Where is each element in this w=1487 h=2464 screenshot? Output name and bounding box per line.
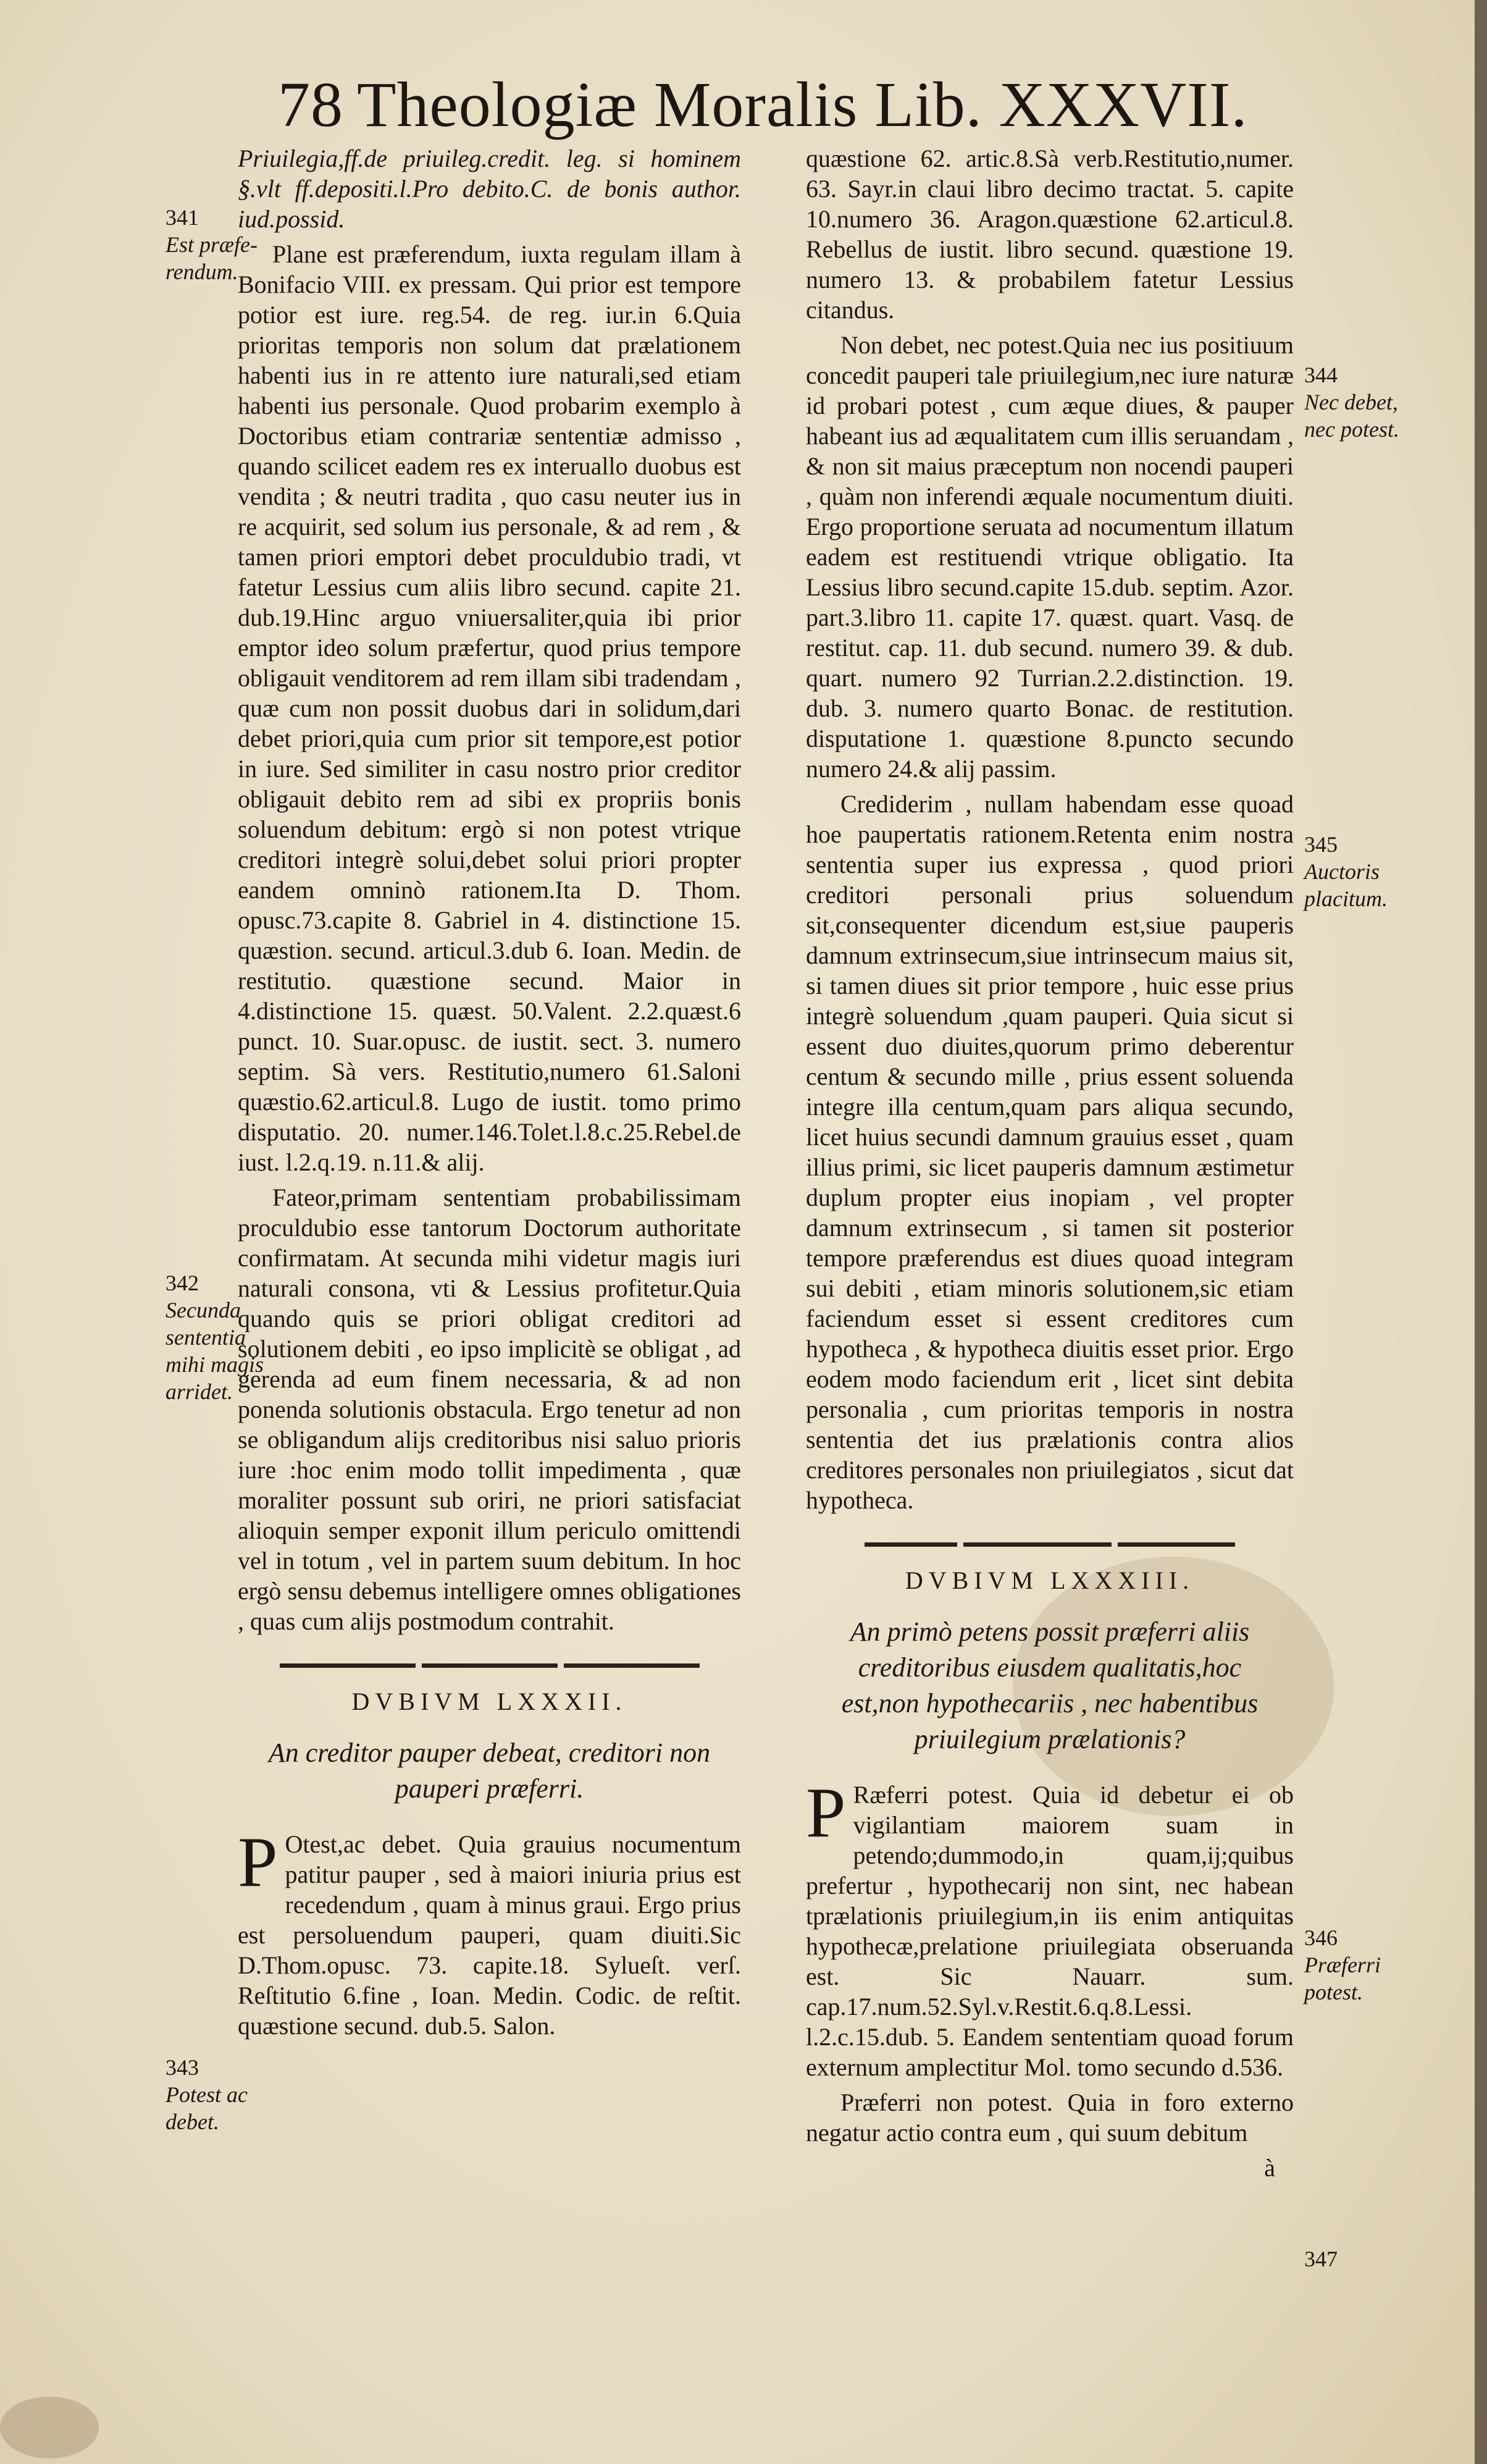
- margin-note-346: [1304, 1924, 1381, 2006]
- margin-note-341: [165, 204, 258, 285]
- margin-note-347: [1304, 2245, 1338, 2273]
- right-paragraph-0: quæstione 62. artic.8.Sà verb.Restitutio,numer. 63. Sayr.in claui libro decimo tractat. 5. capite 10.numero 36. Aragon.quæstione 62.articul.8. Rebellus de iustit. libro secund. quæstione 19. numero 13. & probabilem fatetur Lessius citandus.: [806, 145, 1294, 324]
- margin-text: Auctoris placitum.: [1304, 859, 1388, 911]
- corner-stain: [0, 2397, 99, 2458]
- right-paragraph-2: Crediderim , nullam habendam esse quoad hoe paupertatis rationem.Retenta enim nostra sententia super ius expressa , quod priori creditori personali prius soluendum sit,consequenter dicendum est,siue pauperis damnum extrinsecum,siue intrinsecum maius sit, si tamen diues sit prior tempore , huic esse prius integrè soluendum ,quam pauperi. Quia sicut si essent duo diuites,quorum primo deberentur centum & secundo mille , prius essent soluenda integre illa centum,quam pars aliqua secundo, licet huius secundi damnum grauius esset , quam illius primi, sic licet pauperis damnum æstimetur duplum propter eius inopiam , vel propter damnum extrinsecum , si tamen sit posterior tempore præferendus est diues quoad integram sui debiti , etiam minoris solutionem,sic etiam faciendum esset si essent creditores cum hypotheca , & hypotheca diuitis esset prior. Ergo eodem modo faciendum erit , licet sint debita personalia , cum prioritas temporis in nostra sententia det ius prælationis contra alios creditores personales non priuilegiatos , sicut dat hypotheca.: [806, 790, 1294, 1514]
- margin-text: Nec debet, nec potest.: [1304, 390, 1399, 442]
- page-number: 78: [278, 69, 343, 140]
- margin-number: 344: [1304, 363, 1338, 387]
- margin-text: Secunda sententia mihi magis arridet.: [165, 1298, 264, 1404]
- running-header: [278, 69, 1248, 140]
- section-rule: [238, 1663, 741, 1668]
- running-title: Theologiæ Moralis Lib. XXXVII.: [357, 69, 1248, 140]
- dubium-question-82: An creditor pauper debeat, creditori non pauperi præferri.: [268, 1738, 711, 1804]
- margin-number: 347: [1304, 2247, 1338, 2271]
- margin-text: Potest ac debet.: [165, 2082, 248, 2134]
- margin-note-345: [1304, 831, 1388, 912]
- page-edge: [1475, 0, 1487, 2464]
- left-paragraph-3: [238, 1823, 741, 2041]
- dubium-heading-82: DVBIVM LXXXII.: [351, 1688, 627, 1715]
- right-paragraph-3: [806, 1773, 1294, 2082]
- margin-number: 341: [165, 205, 199, 230]
- right-paragraph-4: Præferri non potest. Quia in foro externo negatur actio contra eum , qui suum debitum: [806, 2088, 1294, 2147]
- left-column: [238, 143, 741, 2046]
- drop-capital: P: [238, 1823, 278, 1902]
- dubium-heading-83: DVBIVM LXXXIII.: [905, 1566, 1195, 1594]
- margin-number: 343: [165, 2055, 199, 2080]
- margin-number: 342: [165, 1271, 199, 1295]
- drop-capital: P: [806, 1773, 846, 1852]
- left-paragraph-3-text: Otest,ac debet. Quia grauius nocumentum patitur pauper , sed à maiori iniuria prius est recedendum , quam à minus graui. Ergo prius est persoluendum pauperi, quam diuiti.Sic D.Thom.opusc. 73. capite.18. Sylueſt. verſ. Reſtitutio 6.fine , Ioan. Medin. Codic. de reſtit. quæstione secund. dub.5. Salon.: [238, 1830, 741, 2040]
- right-column: [806, 143, 1294, 2183]
- right-paragraph-1: Non debet, nec potest.Quia nec ius positiuum concedit pauperi tale priuilegium,nec iure naturæ id probari potest , cum æque diues, & pauper habeant ius ad æqualitatem cum illis seruandam , & non sit maius præceptum non nocendi pauperi , quàm non inferendi æquale nocumentum diuiti. Ergo proportione seruata ad nocumentum illatum eadem est restituendi vtrique obligatio. Ita Lessius libro secund.capite 15.dub. septim. Azor. part.3.libro 11. capite 17. quæst. quart. Vasq. de restitut. cap. 11. dub secund. numero 39. & dub. quart. numero 92 Turrian.2.2.distinction. 19. dub. 3. numero quarto Bonac. de restitution. disputatione 1. quæstione 8.puncto secundo numero 24.& alij passim.: [806, 331, 1294, 783]
- margin-text: Est præfe- rendum.: [165, 232, 258, 284]
- right-paragraph-3-text: Ræferri potest. Quia id debetur ei ob vigilantiam maiorem suam in petendo;dummodo,in quam,ij;quibus prefertur , hypothecarij non sint, nec habean tprælationis priuilegium,in iis enim antiquitas hypothecæ,prelatione priuilegiata obseruanda est. Sic Nauarr. sum. cap.17.num.52.Syl.v.Restit.6.q.8.Lessi. l.2.c.15.dub. 5. Eandem sententiam quoad forum externum amplectitur Mol. tomo secundo d.536.: [806, 1781, 1294, 2081]
- left-paragraph-2: Fateor,primam sententiam probabilissimam proculdubio esse tantorum Doctorum authoritate confirmatam. At secunda mihi videtur magis iuri naturali consona, vti & Lessius profitetur.Quia quando quis se priori obligat creditori ad solutionem debiti , eo ipso implicitè se obligat , ad gerenda ad eum finem necessaria, & ad non ponenda solutionis obstacula. Ergo tenetur ad non se obligandum alijs creditoribus nisi saluo prioris iure :hoc enim modo tollit impedimenta , quæ moraliter possunt sub oriri, ne priori satisfaciat alioquin semper exponit illum periculo omittendi vel in totum , vel in partem suum debitum. In hoc ergò sensu debemus intelligere omnes obligationes , quas cum alijs postmodum contrahit.: [238, 1184, 741, 1635]
- section-rule: [806, 1542, 1294, 1547]
- catchword: à: [1264, 2154, 1275, 2182]
- margin-note-343: [165, 2054, 248, 2135]
- left-intro: Priuilegia,ff.de priuileg.credit. leg. si hominem §.vlt ff.depositi.l.Pro debito.C. de bonis author. iud.possid.: [238, 145, 741, 233]
- margin-note-342: [165, 1269, 264, 1405]
- margin-number: 346: [1304, 1925, 1338, 1950]
- margin-text: Præferri potest.: [1304, 1953, 1381, 2004]
- margin-number: 345: [1304, 832, 1338, 857]
- left-paragraph-1: Plane est præferendum, iuxta regulam illam à Bonifacio VIII. ex pressam. Qui prior est tempore potior est iure. reg.54. de reg. iur.in 6.Quia prioritas temporis non solum dat prælationem habenti ius in re attento iure naturali,sed etiam habenti ius personale. Quod probarim exemplo à Doctoribus etiam contrariæ sententiæ admisso , quando scilicet eadem res ex interuallo duobus est vendita ; & neutri tradita , quo casu neuter ius in re acquirit, sed solum ius personale, & ad rem , & tamen priori emptori debet proculdubio tradi, vt fatetur Lessius cum aliis libro secund. capite 21. dub.19.Hinc arguo vniuersaliter,quia ibi prior emptor ideo solum præfertur, quod prius tempore obligauit venditorem ad rem illam sibi tradendam , quæ cum non possit duobus dari in solidum,dari debet priori,quia cum prior sit tempore,est potior in iure. Sed similiter in casu nostro prior creditor obligauit debito rem ad sibi ex propriis bonis soluendum debitum: ergò si non potest vtrique creditori integrè solui,debet solui priori propter eandem omninò rationem.Ita D. Thom. opusc.73.capite 8. Gabriel in 4. distinctione 15. quæstion. secund. articul.3.dub 6. Ioan. Medin. de restitutio. quæstione secund. Maior in 4.distinctione 15. quæst. 50.Valent. 2.2.quæst.6 punct. 10. Suar.opusc. de iustit. sect. 3. numero septim. Sà vers. Restitutio,numero 61.Saloni quæstio.62.articul.8. Lugo de iustit. tomo primo disputatio. 20. numer.146.Tolet.l.8.c.25.Rebel.de iust. l.2.q.19. n.11.& alij.: [238, 240, 741, 1176]
- dubium-question-83: An primò petens possit præferri aliis creditoribus eiusdem qualitatis,hoc est,non hypothecariis , nec habentibus priuilegium prælationis?: [841, 1617, 1259, 1754]
- margin-note-344: [1304, 361, 1399, 443]
